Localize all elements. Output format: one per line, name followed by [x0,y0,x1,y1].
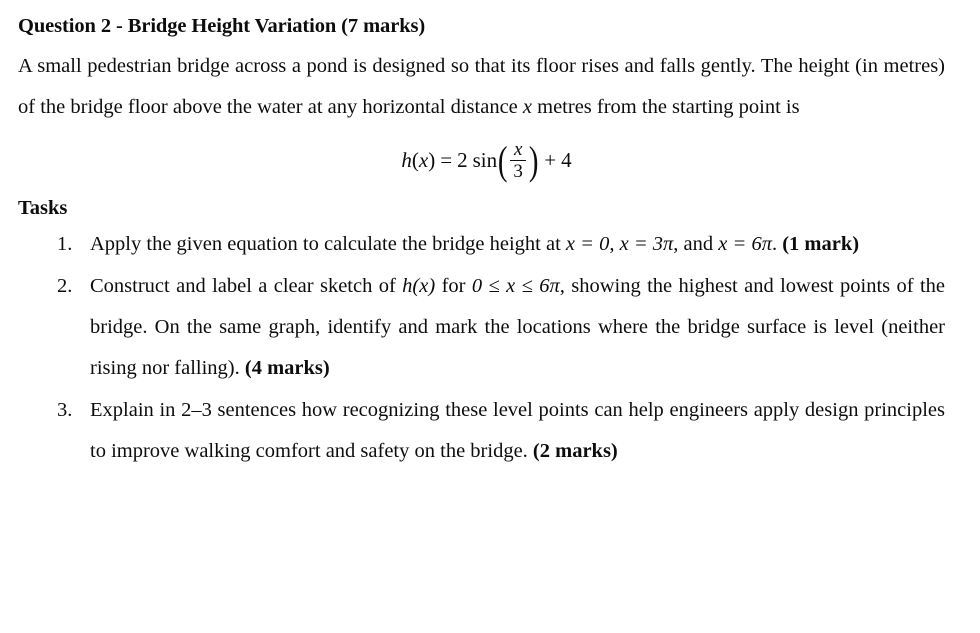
task-item-3-text [90,390,945,472]
text-run: , [609,233,620,255]
intro-paragraph [18,46,945,128]
formula-coefficient: 2 [457,147,468,172]
math-expression: x = 6π [718,233,772,255]
marks-label: (2 marks) [532,440,618,462]
intro-text-before-variable: A small pedestrian bridge across a pond is designed so that its floor rises and falls gently. The height (in metres) of the bridge floor above the water at any horizontal distance [18,54,945,118]
formula-close-paren: ) [428,147,436,172]
intro-variable-x: x [522,95,533,118]
text-run: for [435,275,472,297]
marks-label: (4 marks) [244,357,330,379]
task-item-3 [18,390,945,472]
formula-constant: 4 [561,147,572,172]
text-run: , and [673,233,719,255]
tasks-list [18,224,945,472]
formula-equals-sign: = [440,147,453,172]
formula-open-paren: ( [411,147,419,172]
math-expression: x = 3π [619,233,674,255]
task-item-1-text [90,224,945,265]
text-run: Explain in 2–3 sentences how recognizing these level points can help engineers apply design principles to improve walking comfort and safety on the bridge. [90,399,945,462]
formula-function-name: h [401,147,412,172]
formula-fraction-denominator: 3 [513,161,523,183]
math-expression: h(x) [402,275,436,297]
tasks-heading: Tasks [18,196,68,219]
text-run: Apply the given equation to calculate the bridge height at [90,233,566,255]
marks-label: (1 mark) [782,233,860,255]
task-item-2 [18,266,945,389]
formula-fraction [510,140,526,182]
formula-block [18,137,945,192]
formula-left-bracket-icon: ( [497,137,508,183]
task-item-1 [18,224,945,265]
math-expression: 0 ≤ x ≤ 6π [471,275,560,297]
formula-plus-sign: + [544,147,557,172]
height-formula [401,137,572,183]
task-item-2-text [90,266,945,389]
text-run: . [771,233,783,255]
formula-argument: x [418,147,429,172]
formula-sin-function: sin [472,147,498,172]
math-expression: x = 0 [565,233,610,255]
question-heading: Question 2 - Bridge Height Variation (7 marks) [18,15,426,37]
text-run: , showing the highest and lowest points of the bridge. On the same graph, identify and mark the locations where the bridge surface is level (neither rising nor falling). [90,275,945,379]
intro-text-after-variable: metres from the starting point is [532,95,800,118]
formula-fraction-numerator: x [513,138,523,160]
formula-right-bracket-icon: ) [528,137,539,183]
text-run: Construct and label a clear sketch of [90,275,403,297]
